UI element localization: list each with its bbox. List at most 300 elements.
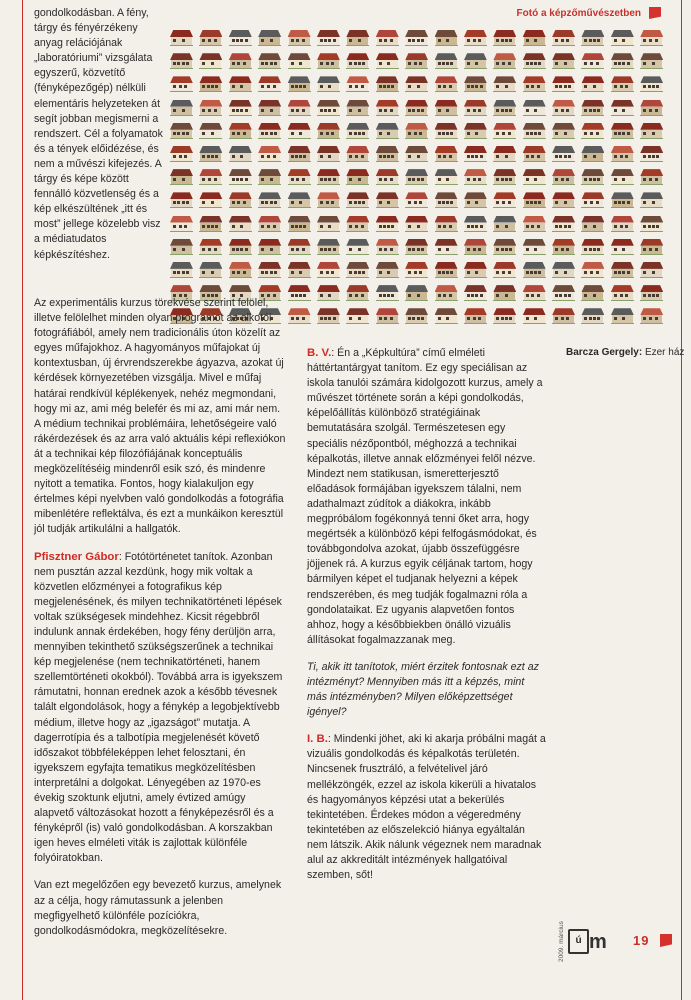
house-roof xyxy=(581,146,604,153)
house-window xyxy=(649,39,652,42)
house-ground xyxy=(199,161,222,162)
house-window xyxy=(593,155,596,158)
house-roof xyxy=(288,262,311,269)
house-ground xyxy=(464,300,487,301)
house-ground xyxy=(376,300,399,301)
house-window xyxy=(450,62,453,65)
house-photo xyxy=(581,285,604,301)
house-roof xyxy=(523,76,546,83)
house-photo xyxy=(493,216,516,232)
house-ground xyxy=(640,138,663,139)
paragraph xyxy=(307,732,547,883)
house-ground xyxy=(405,91,428,92)
house-photo xyxy=(317,30,340,46)
house-window xyxy=(291,178,294,181)
house-ground xyxy=(376,323,399,324)
house-window xyxy=(379,155,382,158)
house-window xyxy=(655,317,658,320)
house-window xyxy=(534,201,537,204)
house-window xyxy=(236,248,239,251)
house-roof xyxy=(581,216,604,223)
house-window xyxy=(331,62,334,65)
house-window xyxy=(467,62,470,65)
house-roof xyxy=(170,53,193,60)
house-window xyxy=(643,271,646,274)
house-window xyxy=(240,248,243,251)
house-photo xyxy=(229,30,252,46)
house-window xyxy=(417,178,420,181)
house-window xyxy=(496,39,499,42)
house-window xyxy=(324,178,327,181)
house-ground xyxy=(288,161,311,162)
house-photo xyxy=(581,30,604,46)
house-window xyxy=(361,155,364,158)
house-roof xyxy=(405,30,428,37)
house-photo xyxy=(464,216,487,232)
house-photo xyxy=(493,285,516,301)
house-photo xyxy=(405,100,428,116)
house-window xyxy=(655,248,658,251)
house-window xyxy=(182,248,185,251)
house-roof xyxy=(405,239,428,246)
house-window xyxy=(467,39,470,42)
house-photo xyxy=(581,192,604,208)
house-window xyxy=(622,62,625,65)
house-window xyxy=(270,201,273,204)
house-roof xyxy=(435,53,458,60)
house-window xyxy=(620,225,623,228)
house-window xyxy=(295,155,298,158)
house-roof xyxy=(523,308,546,315)
house-window xyxy=(625,294,628,297)
house-window xyxy=(414,62,417,65)
house-window xyxy=(467,294,470,297)
house-ground xyxy=(523,184,546,185)
house-roof xyxy=(258,169,281,176)
house-roof xyxy=(640,239,663,246)
text-column-right xyxy=(307,346,547,895)
house-photo xyxy=(611,192,634,208)
house-window xyxy=(303,294,306,297)
house-window xyxy=(232,178,235,181)
house-window xyxy=(349,294,352,297)
house-roof xyxy=(199,30,222,37)
house-roof xyxy=(346,216,369,223)
house-photo xyxy=(405,192,428,208)
house-window xyxy=(502,132,505,135)
house-window xyxy=(326,62,329,65)
house-ground xyxy=(464,91,487,92)
house-window xyxy=(417,155,420,158)
house-photo xyxy=(552,76,575,92)
house-photo xyxy=(376,285,399,301)
house-photo xyxy=(493,192,516,208)
house-window xyxy=(446,109,449,112)
house-window xyxy=(412,39,415,42)
house-window xyxy=(211,62,214,65)
house-roof xyxy=(288,123,311,130)
house-window xyxy=(358,248,361,251)
house-window xyxy=(566,178,569,181)
house-photo xyxy=(229,146,252,162)
house-window xyxy=(240,225,243,228)
right-margin-rule xyxy=(681,0,682,1000)
house-window xyxy=(505,85,508,88)
house-roof xyxy=(435,100,458,107)
house-window xyxy=(215,85,218,88)
house-window xyxy=(361,294,364,297)
house-window xyxy=(480,85,483,88)
house-window xyxy=(530,201,533,204)
house-ground xyxy=(258,68,281,69)
house-photo xyxy=(258,100,281,116)
house-ground xyxy=(405,277,428,278)
house-ground xyxy=(552,231,575,232)
house-window xyxy=(526,109,529,112)
house-ground xyxy=(258,277,281,278)
house-roof xyxy=(405,216,428,223)
house-window xyxy=(555,225,558,228)
house-window xyxy=(274,271,277,274)
house-roof xyxy=(611,285,634,292)
house-ground xyxy=(523,138,546,139)
house-ground xyxy=(288,138,311,139)
house-ground xyxy=(640,161,663,162)
house-window xyxy=(593,225,596,228)
house-window xyxy=(182,109,185,112)
house-photo xyxy=(258,169,281,185)
house-window xyxy=(478,39,481,42)
house-ground xyxy=(611,68,634,69)
house-window xyxy=(270,62,273,65)
house-roof xyxy=(346,30,369,37)
house-window xyxy=(261,39,264,42)
house-ground xyxy=(199,68,222,69)
house-roof xyxy=(435,308,458,315)
house-roof xyxy=(199,262,222,269)
house-roof xyxy=(611,123,634,130)
house-window xyxy=(179,155,182,158)
house-window xyxy=(589,178,592,181)
house-window xyxy=(496,201,499,204)
house-roof xyxy=(493,146,516,153)
house-ground xyxy=(493,68,516,69)
house-window xyxy=(215,225,218,228)
house-photo xyxy=(405,285,428,301)
house-photo xyxy=(317,100,340,116)
house-photo xyxy=(581,146,604,162)
house-window xyxy=(273,155,276,158)
house-window xyxy=(534,317,537,320)
house-photo xyxy=(170,262,193,278)
house-window xyxy=(446,39,449,42)
house-ground xyxy=(346,300,369,301)
house-ground xyxy=(464,207,487,208)
house-roof xyxy=(435,192,458,199)
house-window xyxy=(214,178,217,181)
house-window xyxy=(568,85,571,88)
house-ground xyxy=(288,91,311,92)
house-window xyxy=(379,201,382,204)
house-ground xyxy=(288,115,311,116)
house-photo xyxy=(346,30,369,46)
house-roof xyxy=(317,76,340,83)
house-window xyxy=(414,271,417,274)
house-window xyxy=(270,178,273,181)
house-window xyxy=(184,85,187,88)
house-roof xyxy=(405,262,428,269)
house-ground xyxy=(258,184,281,185)
house-window xyxy=(173,155,176,158)
house-ground xyxy=(640,254,663,255)
house-ground xyxy=(405,207,428,208)
house-ground xyxy=(199,207,222,208)
house-window xyxy=(656,155,659,158)
house-photo xyxy=(346,146,369,162)
house-window xyxy=(299,201,302,204)
house-ground xyxy=(317,207,340,208)
house-photo xyxy=(552,53,575,69)
house-roof xyxy=(376,239,399,246)
house-window xyxy=(593,317,596,320)
house-window xyxy=(355,155,358,158)
house-window xyxy=(391,225,394,228)
house-window xyxy=(478,317,481,320)
house-window xyxy=(265,62,268,65)
house-ground xyxy=(552,91,575,92)
house-photo xyxy=(493,123,516,139)
house-roof xyxy=(317,192,340,199)
house-window xyxy=(202,178,205,181)
house-window xyxy=(173,225,176,228)
house-ground xyxy=(288,231,311,232)
house-window xyxy=(291,294,294,297)
house-photo xyxy=(611,239,634,255)
house-window xyxy=(270,109,273,112)
house-window xyxy=(450,271,453,274)
house-window xyxy=(232,62,235,65)
house-window xyxy=(596,271,599,274)
house-ground xyxy=(199,277,222,278)
house-roof xyxy=(288,216,311,223)
house-window xyxy=(534,248,537,251)
house-photo xyxy=(552,285,575,301)
house-window xyxy=(232,248,235,251)
house-window xyxy=(202,225,205,228)
house-ground xyxy=(611,323,634,324)
house-window xyxy=(202,271,205,274)
house-window xyxy=(467,109,470,112)
house-roof xyxy=(170,146,193,153)
house-photo xyxy=(552,216,575,232)
house-window xyxy=(480,155,483,158)
house-window xyxy=(419,271,422,274)
house-window xyxy=(361,85,364,88)
house-ground xyxy=(346,45,369,46)
house-ground xyxy=(552,68,575,69)
house-window xyxy=(291,317,294,320)
house-window xyxy=(408,109,411,112)
house-window xyxy=(618,271,621,274)
house-window xyxy=(186,62,189,65)
house-window xyxy=(214,39,217,42)
house-window xyxy=(473,248,476,251)
house-window xyxy=(328,85,331,88)
house-ground xyxy=(258,161,281,162)
house-roof xyxy=(376,30,399,37)
house-ground xyxy=(581,91,604,92)
house-ground xyxy=(523,300,546,301)
house-photo xyxy=(405,76,428,92)
house-window xyxy=(265,201,268,204)
house-window xyxy=(333,39,336,42)
house-ground xyxy=(464,254,487,255)
house-photo xyxy=(288,239,311,255)
house-roof xyxy=(640,308,663,315)
house-roof xyxy=(346,100,369,107)
house-ground xyxy=(346,184,369,185)
house-window xyxy=(243,271,246,274)
house-ground xyxy=(376,91,399,92)
house-ground xyxy=(435,45,458,46)
house-roof xyxy=(493,239,516,246)
house-ground xyxy=(464,115,487,116)
house-window xyxy=(643,39,646,42)
house-window xyxy=(211,225,214,228)
house-window xyxy=(467,317,470,320)
house-window xyxy=(303,225,306,228)
house-photo xyxy=(523,169,546,185)
house-window xyxy=(643,85,646,88)
house-photo xyxy=(376,53,399,69)
house-window xyxy=(207,85,210,88)
house-photo xyxy=(229,192,252,208)
house-photo xyxy=(346,239,369,255)
house-photo xyxy=(405,30,428,46)
house-ground xyxy=(493,115,516,116)
house-roof xyxy=(552,76,575,83)
house-photo xyxy=(288,30,311,46)
house-photo xyxy=(611,100,634,116)
house-photo xyxy=(346,192,369,208)
house-window xyxy=(328,178,331,181)
house-window xyxy=(568,155,571,158)
house-window xyxy=(358,39,361,42)
house-window xyxy=(186,271,189,274)
house-window xyxy=(564,155,567,158)
house-ground xyxy=(552,277,575,278)
house-roof xyxy=(523,123,546,130)
house-window xyxy=(240,178,243,181)
house-window xyxy=(379,271,382,274)
house-ground xyxy=(523,323,546,324)
house-window xyxy=(173,109,176,112)
house-photo xyxy=(611,169,634,185)
house-photo xyxy=(435,239,458,255)
house-roof xyxy=(346,262,369,269)
house-photo xyxy=(258,262,281,278)
house-window xyxy=(614,109,617,112)
house-roof xyxy=(317,285,340,292)
house-ground xyxy=(581,277,604,278)
house-roof xyxy=(405,285,428,292)
house-window xyxy=(584,85,587,88)
house-window xyxy=(232,225,235,228)
house-window xyxy=(349,155,352,158)
house-roof xyxy=(405,100,428,107)
house-window xyxy=(614,155,617,158)
house-window xyxy=(408,317,411,320)
house-photo xyxy=(376,308,399,324)
house-photo xyxy=(288,192,311,208)
house-roof xyxy=(581,285,604,292)
house-window xyxy=(473,317,476,320)
house-window xyxy=(207,225,210,228)
house-window xyxy=(355,294,358,297)
house-window xyxy=(236,109,239,112)
house-window xyxy=(496,271,499,274)
house-window xyxy=(622,132,625,135)
house-window xyxy=(214,109,217,112)
house-photo xyxy=(317,262,340,278)
house-window xyxy=(208,39,211,42)
house-photo xyxy=(581,262,604,278)
paragraph: Van ezt megelőzően egy bevezető kurzus, amelynek az a célja, hogy rámutassunk a jelenben megfigyelhető különféle pozíciókra, gondolkodásmódokra, megközelítésekre. xyxy=(34,879,282,937)
house-ground xyxy=(170,254,193,255)
house-window xyxy=(501,109,504,112)
house-window xyxy=(324,109,327,112)
house-window xyxy=(561,39,564,42)
house-window xyxy=(274,132,277,135)
house-window xyxy=(320,85,323,88)
house-roof xyxy=(581,30,604,37)
house-photo xyxy=(288,146,311,162)
house-ground xyxy=(611,231,634,232)
house-window xyxy=(538,132,541,135)
house-window xyxy=(505,294,508,297)
house-ground xyxy=(376,254,399,255)
house-ground xyxy=(288,323,311,324)
house-window xyxy=(555,317,558,320)
house-roof xyxy=(611,100,634,107)
house-photo xyxy=(611,53,634,69)
house-window xyxy=(526,155,529,158)
house-ground xyxy=(435,115,458,116)
house-roof xyxy=(229,239,252,246)
house-roof xyxy=(493,169,516,176)
house-window xyxy=(526,39,529,42)
house-photo xyxy=(435,216,458,232)
house-window xyxy=(349,201,352,204)
house-window xyxy=(450,201,453,204)
house-photo xyxy=(170,239,193,255)
house-window xyxy=(326,201,329,204)
house-window xyxy=(475,225,478,228)
house-roof xyxy=(170,239,193,246)
house-ground xyxy=(288,68,311,69)
house-roof xyxy=(640,262,663,269)
house-photo xyxy=(493,76,516,92)
house-roof xyxy=(258,192,281,199)
house-window xyxy=(614,225,617,228)
house-window xyxy=(243,132,246,135)
house-window xyxy=(649,248,652,251)
house-roof xyxy=(229,192,252,199)
house-window xyxy=(232,85,235,88)
house-window xyxy=(349,39,352,42)
house-window xyxy=(502,201,505,204)
house-window xyxy=(362,132,365,135)
